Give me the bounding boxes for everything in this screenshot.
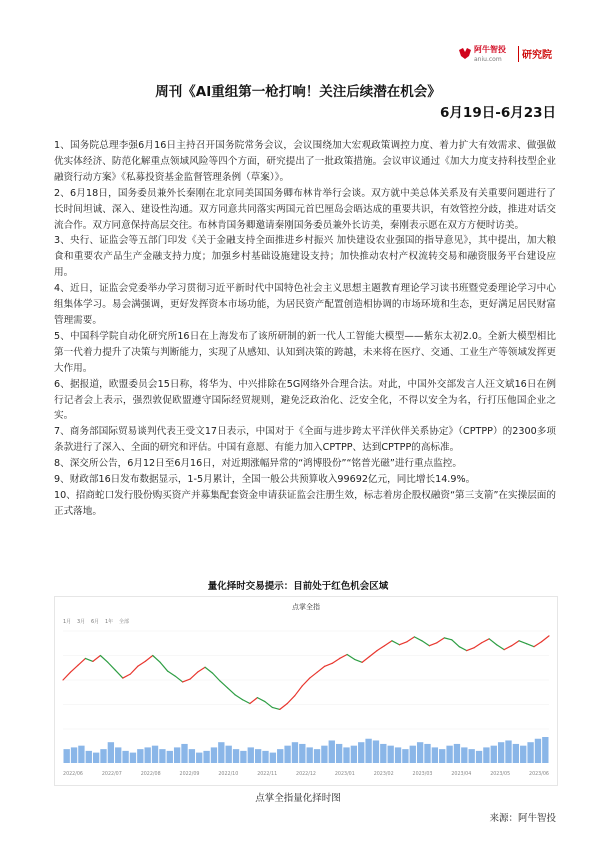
volume-bar <box>461 747 467 763</box>
series-segment <box>153 656 160 663</box>
brand-domain: aniu.com <box>474 56 502 63</box>
series-segment <box>227 688 234 695</box>
news-list <box>54 138 556 520</box>
x-tick-label: 2023/04 <box>451 772 472 777</box>
news-item: 7、商务部国际贸易谈判代表王受文17日表示，中国对于《全面与进步跨太平洋伙伴关系协定》（CPTPP）的2300多项条款进行了深入、全面的研究和评估。中国有意愿、有能力加入CPTPP、达到CPTPP的高标准。 <box>54 426 556 454</box>
volume-bar <box>380 744 386 763</box>
series-segment <box>302 678 309 686</box>
news-item: 3、央行、证监会等五部门印发《关于金融支持全面推进乡村振兴 加快建设农业强国的指导意见》，其中提出，加大粮食和重要农产品生产金融支持力度；加强乡村基础设施建设支持；加快推动农村产权流转交易和融资服务平台建设应用。 <box>54 235 556 279</box>
series-segment <box>198 667 205 672</box>
series-segment <box>377 646 384 651</box>
series-segment <box>272 707 279 709</box>
series-segment <box>497 645 504 650</box>
series-segment <box>78 658 85 665</box>
series-segment <box>340 655 347 659</box>
volume-bar <box>284 746 290 763</box>
volume-bar <box>365 739 371 763</box>
x-tick-label: 2023/01 <box>334 772 355 777</box>
series-segment <box>138 661 145 666</box>
volume-bar <box>181 744 187 763</box>
x-tick-label: 2023/05 <box>490 772 511 777</box>
volume-bar <box>513 744 519 763</box>
news-item: 9、财政部16日发布数据显示，1-5月累计，全国一般公共预算收入99692亿元，同比增长14.9%。 <box>54 474 476 486</box>
volume-bar <box>314 749 320 763</box>
series-segment <box>145 656 152 662</box>
volume-bar <box>270 753 276 763</box>
volume-bar <box>159 749 165 763</box>
timing-chart-svg <box>55 597 557 785</box>
series-segment <box>190 672 197 679</box>
volume-bar <box>255 749 261 763</box>
volume-bar <box>100 749 106 763</box>
volume-bar <box>307 747 313 763</box>
series-segment <box>85 658 92 661</box>
volume-bar <box>329 740 335 763</box>
series-segment <box>130 666 137 674</box>
volume-bar <box>373 740 379 763</box>
series-segment <box>362 656 369 662</box>
series-segment <box>459 647 466 651</box>
series-segment <box>504 646 511 650</box>
volume-bar <box>469 749 475 763</box>
series-segment <box>295 686 302 696</box>
series-segment <box>63 672 70 680</box>
series-segment <box>482 639 489 643</box>
x-tick-label: 2023/02 <box>373 772 394 777</box>
series-segment <box>183 679 190 682</box>
chart-inner-title: 点掌全指 <box>292 603 320 611</box>
series-segment <box>250 698 257 704</box>
series-segment <box>527 644 534 647</box>
volume-bar <box>439 749 445 763</box>
news-item: 6、据报道，欧盟委员会15日称，将华为、中兴排除在5G网络外合理合法。对此，中国外交部发言人汪文斌16日在例行记者会上表示，强烈敦促欧盟遵守国际经贸规则，避免泛政治化、泛安全化，不得以安全为名，行打压他国企业之实。 <box>54 378 556 422</box>
series-segment <box>467 648 474 651</box>
series-segment <box>235 695 242 700</box>
volume-bar <box>424 744 430 763</box>
x-tick-label: 2022/08 <box>140 772 161 777</box>
volume-bar <box>483 747 489 763</box>
volume-bar <box>218 742 224 763</box>
series-segment <box>123 674 130 678</box>
series-segment <box>534 642 541 647</box>
x-tick-label: 2022/09 <box>179 772 200 777</box>
series-segment <box>512 641 519 646</box>
chart-caption: 点掌全指量化择时图 <box>255 793 341 804</box>
volume-bar <box>78 746 84 763</box>
volume-bar <box>476 751 482 763</box>
volume-bar <box>542 737 548 763</box>
series-segment <box>220 681 227 688</box>
x-tick-label: 2023/06 <box>529 772 549 777</box>
volume-bar <box>292 742 298 763</box>
series-segment <box>437 638 444 643</box>
volume-bar <box>388 746 394 763</box>
range-button-3[interactable]: 1年 <box>105 619 114 625</box>
volume-bar <box>520 746 526 763</box>
series-segment <box>519 641 526 644</box>
volume-bar <box>233 749 239 763</box>
series-segment <box>175 676 182 682</box>
volume-bar <box>432 747 438 763</box>
series-segment <box>407 637 414 642</box>
news-item: 5、中国科学院自动化研究所16日在上海发布了该所研制的新一代人工智能大模型——紫东太初2.0。全新大模型相比第一代着力提升了决策与判断能力，实现了从感知、认知到决策的跨越，未来将在医疗、交通、工业生产等领域发挥更大作用。 <box>54 330 556 374</box>
series-segment <box>414 637 421 641</box>
volume-bar <box>64 749 70 763</box>
series-segment <box>168 671 175 676</box>
x-tick-label: 2022/06 <box>63 772 83 777</box>
brand-logo <box>458 44 578 68</box>
page-title: 周刊《AI重组第一枪打响！关注后续潜在机会》 <box>155 84 441 100</box>
volume-bar <box>145 747 151 763</box>
series-segment <box>452 640 459 647</box>
volume-bar <box>240 751 246 763</box>
volume-bar <box>211 747 217 763</box>
volume-bar <box>535 739 541 763</box>
volume-bar <box>395 747 401 763</box>
volume-bar <box>321 746 327 763</box>
series-segment <box>93 656 100 662</box>
series-segment <box>115 670 122 678</box>
series-segment <box>205 667 212 673</box>
series-segment <box>422 641 429 646</box>
series-segment <box>444 638 451 640</box>
volume-bar <box>454 744 460 763</box>
volume-bar <box>262 751 268 763</box>
volume-bar <box>446 746 452 763</box>
volume-bar <box>115 747 121 763</box>
volume-bar <box>336 744 342 763</box>
volume-bar <box>248 747 254 763</box>
chart-heading: 量化择时交易提示：目前处于红色机会区域 <box>207 581 389 592</box>
series-segment <box>399 642 406 645</box>
range-button-4[interactable]: 全部 <box>119 619 130 625</box>
series-segment <box>392 641 399 645</box>
volume-bar <box>174 747 180 763</box>
x-tick-label: 2023/03 <box>412 772 433 777</box>
volume-bar <box>122 751 128 763</box>
series-segment <box>100 656 107 663</box>
series-segment <box>474 643 481 648</box>
volume-bar <box>167 751 173 763</box>
timing-chart <box>54 596 558 786</box>
volume-bar <box>93 753 99 763</box>
series-segment <box>429 643 436 646</box>
volume-bar <box>498 742 504 763</box>
volume-bar <box>277 749 283 763</box>
series-segment <box>257 698 264 702</box>
date-range: 6月19日-6月23日 <box>440 105 556 121</box>
series-segment <box>385 641 392 646</box>
volume-bar <box>108 742 114 763</box>
news-item: 1、国务院总理李强6月16日主持召开国务院常务会议，会议围绕加大宏观政策调控力度、着力扩大有效需求、做强做优实体经济、防范化解重点领域风险等四个方面，研究提出了一批政策措施。会议审议通过《加大力度支持科技型企业融资行动方案》《私募投资基金监督管理条例（草案）》。 <box>54 140 556 183</box>
news-item: 4、近日，证监会党委举办学习贯彻习近平新时代中国特色社会主义思想主题教育理论学习读书班暨党委理论学习中心组集体学习。易会满强调，更好发挥资本市场功能，为居民资产配置创造相协调的市场环境和生态，更好满足居民财富管理需要。 <box>54 283 556 326</box>
volume-bar <box>343 747 349 763</box>
x-tick-label: 2022/12 <box>296 772 316 777</box>
news-item: 8、深交所公告，6月12日至6月16日，对近期涨幅异常的“鸿博股份”“铭普光磁”进行重点监控。 <box>54 458 462 470</box>
source-note: 来源：阿牛智投 <box>489 813 556 824</box>
volume-bar <box>137 749 143 763</box>
institute-name: 研究院 <box>522 50 552 61</box>
range-button-1[interactable]: 3月 <box>77 619 86 625</box>
brand-name: 阿牛智投 <box>474 45 506 54</box>
series-segment <box>310 672 317 678</box>
series-segment <box>160 662 167 671</box>
series-segment <box>108 662 115 670</box>
volume-bar <box>226 746 232 763</box>
volume-bar <box>402 749 408 763</box>
news-item: 2、6月18日，国务委员兼外长秦刚在北京同美国国务卿布林肯举行会谈。双方就中美总体关系及有关重要问题进行了长时间坦诚、深入、建设性沟通。双方同意共同落实两国元首巴厘岛会晤达成的重要共识，有效管控分歧，推进对话交流合作。双方同意保持高层交往。布林肯国务卿邀请秦刚国务委员兼外长访美，秦刚表示愿在双方方便时访美。 <box>54 187 556 231</box>
series-segment <box>542 636 549 642</box>
series-segment <box>489 639 496 645</box>
series-segment <box>355 659 362 662</box>
x-tick-label: 2022/07 <box>101 772 122 777</box>
range-button-0[interactable]: 1月 <box>63 619 72 625</box>
volume-bar <box>203 751 209 763</box>
series-segment <box>287 696 294 704</box>
series-segment <box>317 666 324 672</box>
range-button-2[interactable]: 6月 <box>91 619 100 625</box>
volume-bar <box>152 746 158 763</box>
volume-bar <box>505 740 511 763</box>
volume-bar <box>71 747 77 763</box>
x-tick-label: 2022/10 <box>218 772 239 777</box>
volume-bar <box>196 753 202 763</box>
series-segment <box>332 658 339 663</box>
volume-bar <box>358 742 364 763</box>
x-tick-label: 2022/11 <box>257 772 278 777</box>
volume-bar <box>299 744 305 763</box>
bull-logo-icon <box>458 46 472 60</box>
volume-bar <box>130 753 136 763</box>
volume-bar <box>410 746 416 763</box>
news-item: 10、招商蛇口发行股份购买资产并募集配套资金申请获证监会注册生效，标志着房企股权融资“第三支箭”在实操层面的正式落地。 <box>54 489 556 517</box>
series-segment <box>70 665 77 672</box>
volume-bar <box>527 742 533 763</box>
volume-bar <box>491 746 497 763</box>
volume-bar <box>86 751 92 763</box>
series-segment <box>242 700 249 704</box>
series-segment <box>325 663 332 666</box>
volume-bar <box>417 742 423 763</box>
logo-divider <box>518 46 519 62</box>
volume-bar <box>189 749 195 763</box>
volume-bar <box>351 746 357 763</box>
